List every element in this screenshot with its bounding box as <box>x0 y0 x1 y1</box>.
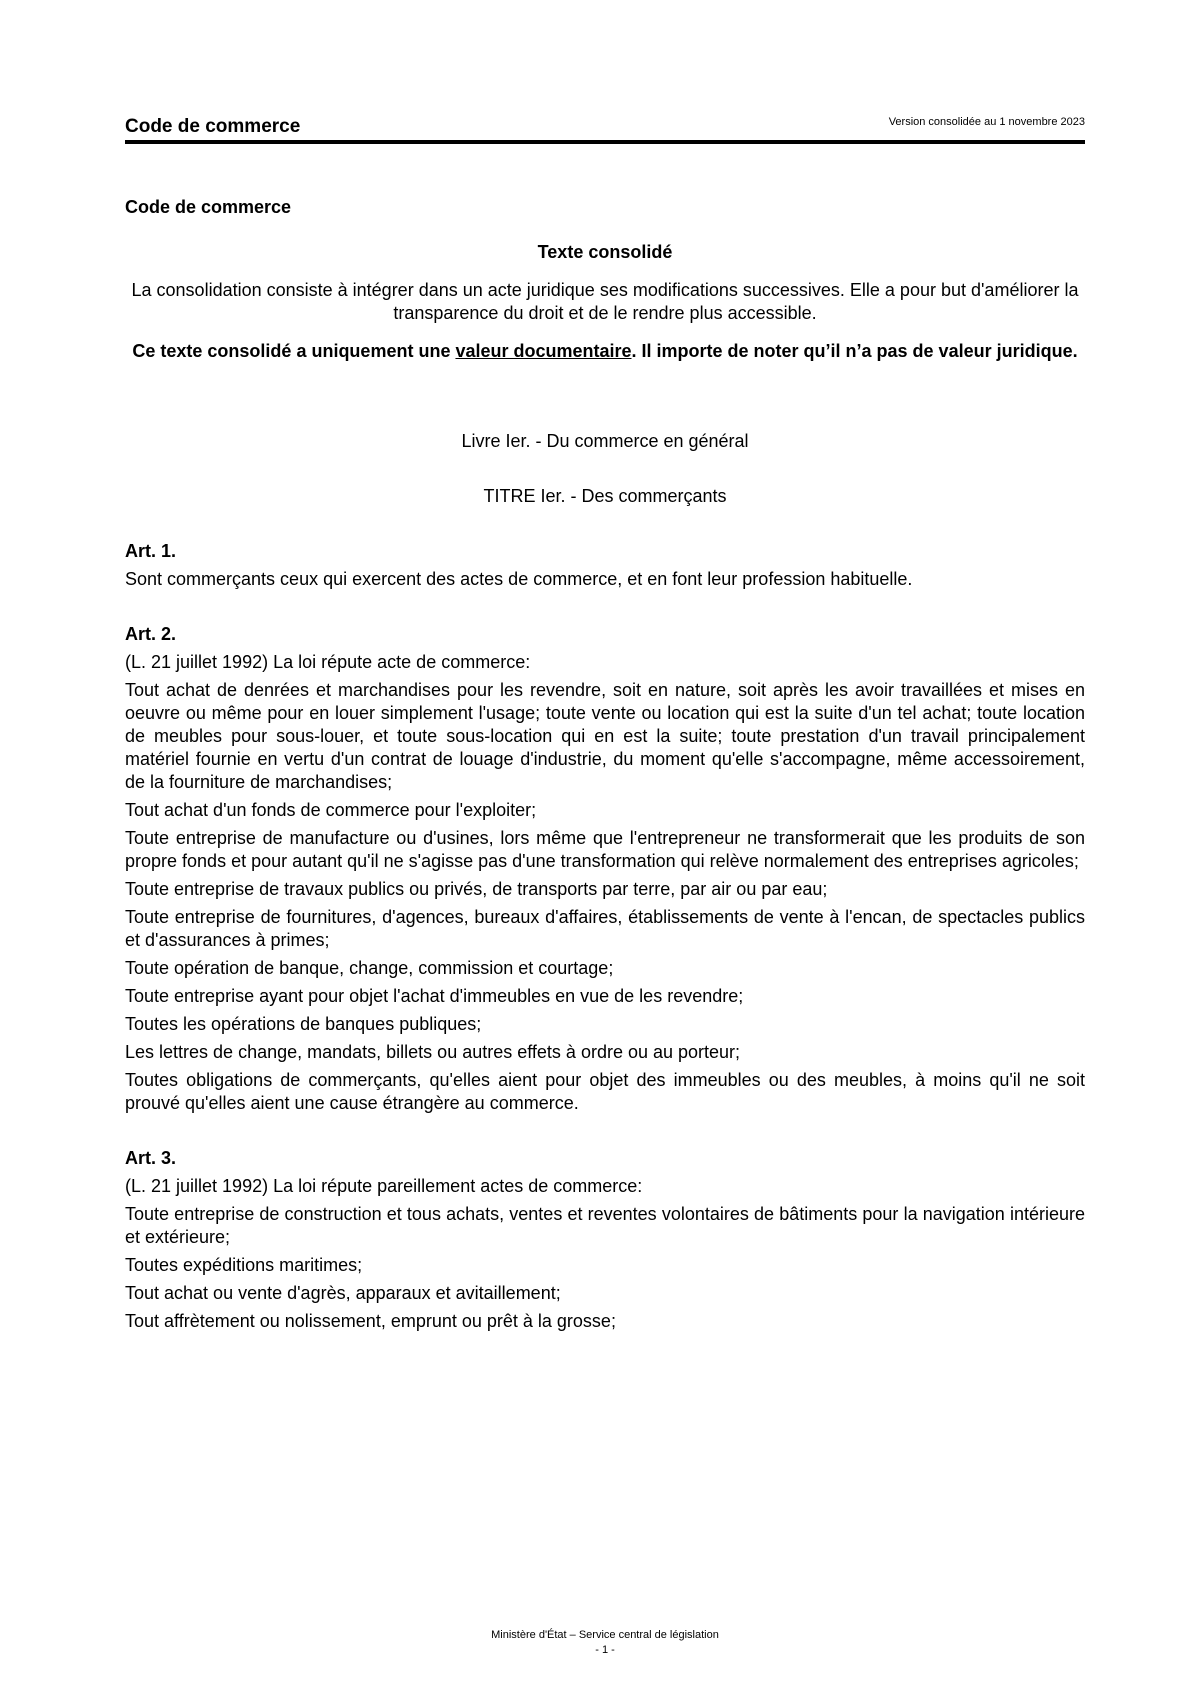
consolidated-text-heading: Texte consolidé <box>537 242 673 262</box>
article-2 <box>125 623 1085 1115</box>
article-paragraph: Toutes obligations de commerçants, qu'elles aient pour objet des immeubles ou des meubles, à moins qu'il ne soit prouvé qu'elles aient une cause étrangère au commerce. <box>125 1070 1085 1113</box>
article-paragraph: Toute entreprise de fournitures, d'agences, bureaux d'affaires, établissements de vente à l'encan, de spectacles publics et d'assurances à primes; <box>125 907 1085 950</box>
article-paragraph: Sont commerçants ceux qui exercent des actes de commerce, et en font leur profession habituelle. <box>125 569 913 589</box>
article-heading: Art. 2. <box>125 624 177 644</box>
article-paragraph: Tout achat ou vente d'agrès, apparaux et avitaillement; <box>125 1283 561 1303</box>
article-3 <box>125 1147 1085 1333</box>
article-paragraph: Toutes les opérations de banques publiques; <box>125 1014 482 1034</box>
article-paragraph: Tout achat de denrées et marchandises pour les revendre, soit en nature, soit après les avoir travaillées et mises en oeuvre ou même pour en louer simplement l'usage; toute vente ou location qui est la suite d'un tel achat; toute location de meubles pour sous-louer, et toute sous-location qui en est la suite; toute prestation d'un travail principalement matériel fournie en vertu d'un contrat de louage d'industrie, du moment qu'elle s'accompagne, même accessoirement, de la fourniture de marchandises; <box>125 680 1085 792</box>
notice-emphasis: valeur documentaire <box>455 341 632 361</box>
consolidation-description: La consolidation consiste à intégrer dans un acte juridique ses modifications successives. Elle a pour but d'améliorer la transparence du droit et de le rendre plus accessible. <box>131 280 1079 323</box>
document-page <box>125 0 1085 1696</box>
article-paragraph: (L. 21 juillet 1992) La loi répute acte de commerce: <box>125 652 531 672</box>
article-1 <box>125 540 1085 591</box>
article-paragraph: Tout affrètement ou nolissement, emprunt ou prêt à la grosse; <box>125 1311 616 1331</box>
article-heading: Art. 1. <box>125 541 177 561</box>
article-paragraph: Les lettres de change, mandats, billets ou autres effets à ordre ou au porteur; <box>125 1042 741 1062</box>
article-paragraph: Toute opération de banque, change, commission et courtage; <box>125 958 614 978</box>
header-title: Code de commerce <box>125 116 301 137</box>
notice-text-before: Ce texte consolidé a uniquement une <box>132 341 456 361</box>
header-version: Version consolidée au 1 novembre 2023 <box>888 116 1085 128</box>
page-footer <box>125 1628 1085 1658</box>
page-number: - 1 - <box>595 1644 615 1656</box>
article-paragraph: Toute entreprise de travaux publics ou privés, de transports par terre, par air ou par eau; <box>125 879 828 899</box>
document-body <box>125 196 1085 1338</box>
legal-value-notice <box>125 340 1085 363</box>
titre-heading: TITRE Ier. - Des commerçants <box>483 486 727 506</box>
article-heading: Art. 3. <box>125 1148 177 1168</box>
article-paragraph: (L. 21 juillet 1992) La loi répute pareillement actes de commerce: <box>125 1176 643 1196</box>
article-paragraph: Toute entreprise ayant pour objet l'achat d'immeubles en vue de les revendre; <box>125 986 744 1006</box>
livre-heading: Livre Ier. - Du commerce en général <box>461 431 749 451</box>
article-paragraph: Toutes expéditions maritimes; <box>125 1255 363 1275</box>
page-header <box>125 112 1085 142</box>
article-paragraph: Toute entreprise de construction et tous achats, ventes et reventes volontaires de bâtiments pour la navigation intérieure et extérieure; <box>125 1204 1085 1247</box>
notice-text-after: . Il importe de noter qu’il n’a pas de valeur juridique. <box>631 341 1078 361</box>
article-paragraph: Tout achat d'un fonds de commerce pour l'exploiter; <box>125 800 537 820</box>
article-paragraph: Toute entreprise de manufacture ou d'usines, lors même que l'entrepreneur ne transformerait que les produits de son propre fonds et pour autant qu'il ne s'agisse pas d'une transformation qui relève normalement des entreprises agricoles; <box>125 828 1085 871</box>
header-divider <box>125 140 1085 144</box>
document-title: Code de commerce <box>125 197 292 217</box>
footer-ministry: Ministère d'État – Service central de législation <box>491 1629 719 1641</box>
